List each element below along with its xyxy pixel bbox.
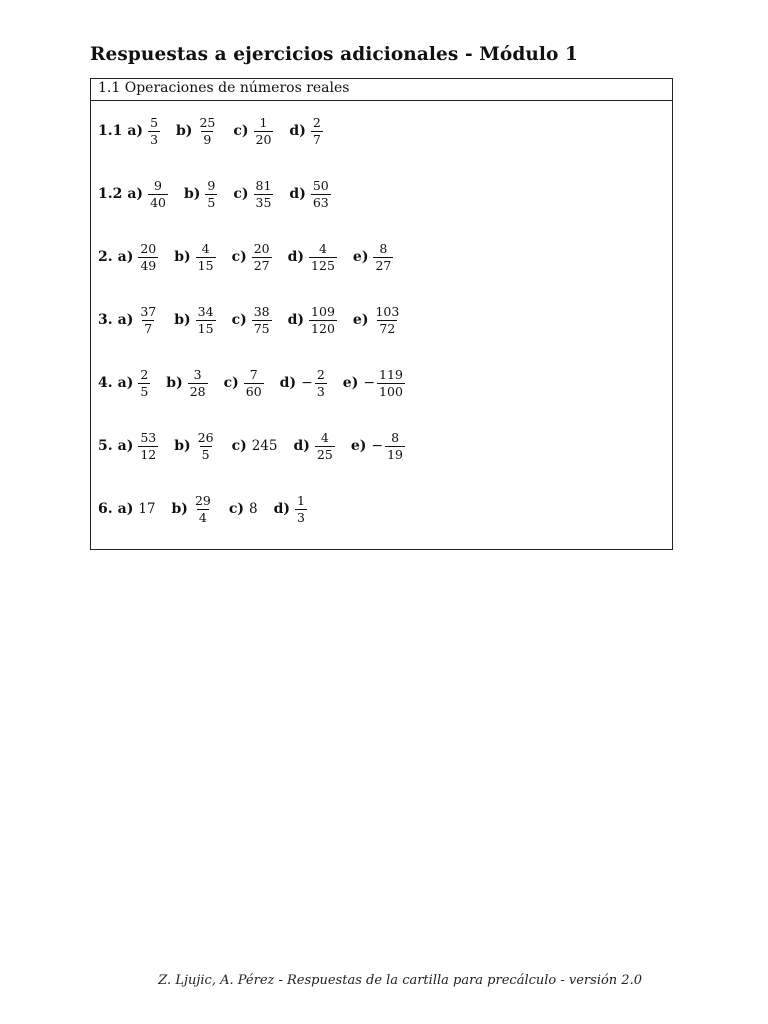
answer-item — [174, 242, 215, 273]
denominator: 15 — [197, 257, 214, 273]
answer-letter: c) — [231, 312, 247, 328]
numerator: 4 — [320, 429, 329, 445]
fraction — [385, 431, 405, 462]
numerator: 20 — [253, 240, 270, 256]
denominator: 27 — [375, 257, 392, 273]
denominator: 12 — [140, 446, 157, 462]
answer-item — [343, 368, 405, 399]
answer-item — [118, 305, 159, 336]
numerator: 103 — [375, 303, 400, 319]
numerator: 8 — [379, 240, 388, 256]
denominator: 100 — [379, 383, 403, 399]
answer-letter: a) — [117, 501, 134, 517]
answer-item — [288, 305, 337, 336]
answer-letter: b) — [174, 438, 191, 454]
fraction — [205, 179, 217, 210]
fraction — [193, 494, 213, 525]
answer-letter: d) — [279, 375, 297, 391]
answer-letter: c) — [228, 501, 244, 517]
numerator: 37 — [140, 303, 157, 319]
answer-row — [98, 485, 307, 533]
answer-letter: c) — [231, 438, 247, 454]
numerator: 1 — [259, 114, 268, 130]
denominator: 120 — [311, 320, 335, 336]
fraction — [138, 242, 158, 273]
answer-item — [232, 305, 272, 336]
numerator: 26 — [197, 429, 214, 445]
denominator: 3 — [297, 509, 305, 525]
answer-letter: a) — [117, 249, 134, 265]
denominator: 28 — [189, 383, 206, 399]
fraction — [377, 368, 405, 399]
answer-item — [224, 368, 264, 399]
exercise-number: 4. — [98, 375, 113, 391]
exercise-number: 3. — [98, 312, 113, 328]
numerator: 29 — [194, 492, 211, 508]
fraction — [311, 116, 323, 147]
answer-row — [98, 107, 323, 155]
denominator: 20 — [255, 131, 272, 147]
fraction — [148, 179, 168, 210]
denominator: 60 — [245, 383, 262, 399]
answer-row — [98, 233, 393, 281]
numerator: 1 — [297, 492, 305, 508]
fraction — [138, 368, 150, 399]
answer-letter: c) — [233, 123, 249, 139]
numerator: 81 — [255, 177, 272, 193]
numerator: 2 — [312, 114, 321, 130]
answer-item — [118, 501, 156, 517]
answer-letter: a) — [117, 375, 134, 391]
numerator: 8 — [391, 429, 400, 445]
denominator: 15 — [197, 320, 214, 336]
answer-value: 245 — [251, 438, 278, 454]
denominator: 27 — [253, 257, 270, 273]
denominator: 40 — [150, 194, 166, 210]
numerator: 5 — [150, 114, 159, 130]
answer-letter: c) — [231, 249, 247, 265]
fraction — [254, 116, 274, 147]
answer-letter: d) — [293, 438, 310, 454]
fraction — [309, 305, 337, 336]
numerator: 2 — [316, 366, 325, 382]
answer-letter: b) — [174, 249, 191, 265]
denominator: 5 — [140, 383, 149, 399]
answer-item — [229, 501, 258, 517]
numerator: 3 — [193, 366, 202, 382]
answer-letter: d) — [287, 249, 305, 265]
fraction — [373, 242, 393, 273]
denominator: 63 — [312, 194, 329, 210]
fraction — [295, 494, 307, 525]
answer-item — [127, 116, 160, 147]
numerator: 4 — [201, 240, 210, 256]
answer-item — [118, 242, 159, 273]
answer-item — [184, 179, 217, 210]
page-title: Respuestas a ejercicios adicionales - Módulo 1 — [90, 44, 578, 65]
exercise-number: 1.1 — [98, 123, 123, 139]
fraction — [252, 305, 272, 336]
denominator: 25 — [316, 446, 333, 462]
numerator: 50 — [312, 177, 329, 193]
answer-letter: e) — [352, 249, 369, 265]
answer-letter: b) — [174, 312, 191, 328]
answer-item — [289, 116, 322, 147]
numerator: 7 — [249, 366, 258, 382]
fraction — [138, 431, 158, 462]
minus-sign: − — [301, 375, 313, 391]
answer-letter: d) — [273, 501, 291, 517]
answer-letter: d) — [289, 186, 306, 202]
answers-box — [90, 78, 673, 550]
numerator: 34 — [197, 303, 214, 319]
answer-letter: d) — [287, 312, 305, 328]
denominator: 9 — [203, 131, 212, 147]
fraction — [252, 242, 272, 273]
denominator: 7 — [312, 131, 321, 147]
fraction — [196, 305, 216, 336]
numerator: 53 — [140, 429, 157, 445]
answer-item — [351, 431, 405, 462]
numerator: 109 — [311, 303, 335, 319]
minus-sign: − — [363, 375, 376, 391]
answer-row — [98, 359, 405, 407]
fraction — [311, 179, 331, 210]
answer-letter: e) — [350, 438, 367, 454]
denominator: 35 — [255, 194, 272, 210]
answer-row — [98, 296, 401, 344]
numerator: 9 — [207, 177, 216, 193]
answer-value: 8 — [249, 501, 258, 517]
fraction — [315, 431, 335, 462]
denominator: 5 — [201, 446, 210, 462]
fraction — [309, 242, 337, 273]
answer-item — [233, 116, 273, 147]
answer-item — [232, 242, 272, 273]
denominator: 4 — [198, 509, 207, 525]
answer-item — [174, 305, 215, 336]
exercise-number: 2. — [98, 249, 113, 265]
answer-row — [98, 422, 405, 470]
exercise-number: 5. — [98, 438, 113, 454]
answer-letter: e) — [352, 312, 369, 328]
answer-letter: d) — [289, 123, 306, 139]
answer-letter: c) — [223, 375, 239, 391]
denominator: 75 — [253, 320, 270, 336]
page-footer: Z. Ljujic, A. Pérez - Respuestas de la cartilla para precálculo - versión 2.0 — [158, 973, 642, 988]
fraction — [138, 305, 158, 336]
answer-item — [118, 431, 159, 462]
answer-item — [233, 179, 273, 210]
answer-letter: c) — [233, 186, 249, 202]
denominator: 72 — [379, 320, 396, 336]
exercise-number: 6. — [98, 501, 113, 517]
fraction — [148, 116, 160, 147]
answer-item — [288, 242, 337, 273]
answer-item — [353, 242, 393, 273]
answer-letter: a) — [117, 312, 134, 328]
answer-letter: a) — [117, 438, 134, 454]
answer-row — [98, 170, 331, 218]
answer-item — [174, 431, 215, 462]
answer-item — [127, 179, 168, 210]
denominator: 125 — [311, 257, 335, 273]
denominator: 3 — [316, 383, 325, 399]
answer-letter: b) — [176, 123, 193, 139]
section-header: 1.1 Operaciones de números reales — [91, 79, 672, 101]
answer-item — [294, 431, 335, 462]
denominator: 3 — [150, 131, 159, 147]
answer-letter: b) — [166, 375, 183, 391]
denominator: 7 — [144, 320, 153, 336]
fraction — [197, 116, 217, 147]
fraction — [254, 179, 274, 210]
numerator: 9 — [154, 177, 162, 193]
minus-sign: − — [371, 438, 384, 454]
answer-value: 17 — [138, 501, 156, 517]
fraction — [188, 368, 208, 399]
numerator: 2 — [140, 366, 149, 382]
answer-item — [353, 305, 401, 336]
denominator: 19 — [387, 446, 403, 462]
answer-item — [166, 368, 207, 399]
answer-letter: a) — [127, 123, 144, 139]
fraction — [244, 368, 264, 399]
fraction — [196, 431, 216, 462]
numerator: 20 — [140, 240, 157, 256]
fraction — [196, 242, 216, 273]
denominator: 49 — [140, 257, 157, 273]
answer-item — [280, 368, 327, 399]
numerator: 4 — [319, 240, 327, 256]
answer-letter: b) — [171, 501, 188, 517]
answer-item — [289, 179, 330, 210]
answer-letter: a) — [127, 186, 144, 202]
answer-letter: e) — [342, 375, 359, 391]
answer-item — [274, 494, 307, 525]
answer-item — [118, 368, 151, 399]
answer-item — [176, 116, 217, 147]
numerator: 25 — [199, 114, 216, 130]
answer-letter: b) — [183, 186, 201, 202]
answer-item — [232, 438, 278, 454]
exercise-number: 1.2 — [98, 186, 123, 202]
answer-item — [172, 494, 213, 525]
fraction — [315, 368, 327, 399]
fraction — [373, 305, 401, 336]
numerator: 38 — [253, 303, 270, 319]
denominator: 5 — [207, 194, 216, 210]
numerator: 119 — [379, 366, 403, 382]
